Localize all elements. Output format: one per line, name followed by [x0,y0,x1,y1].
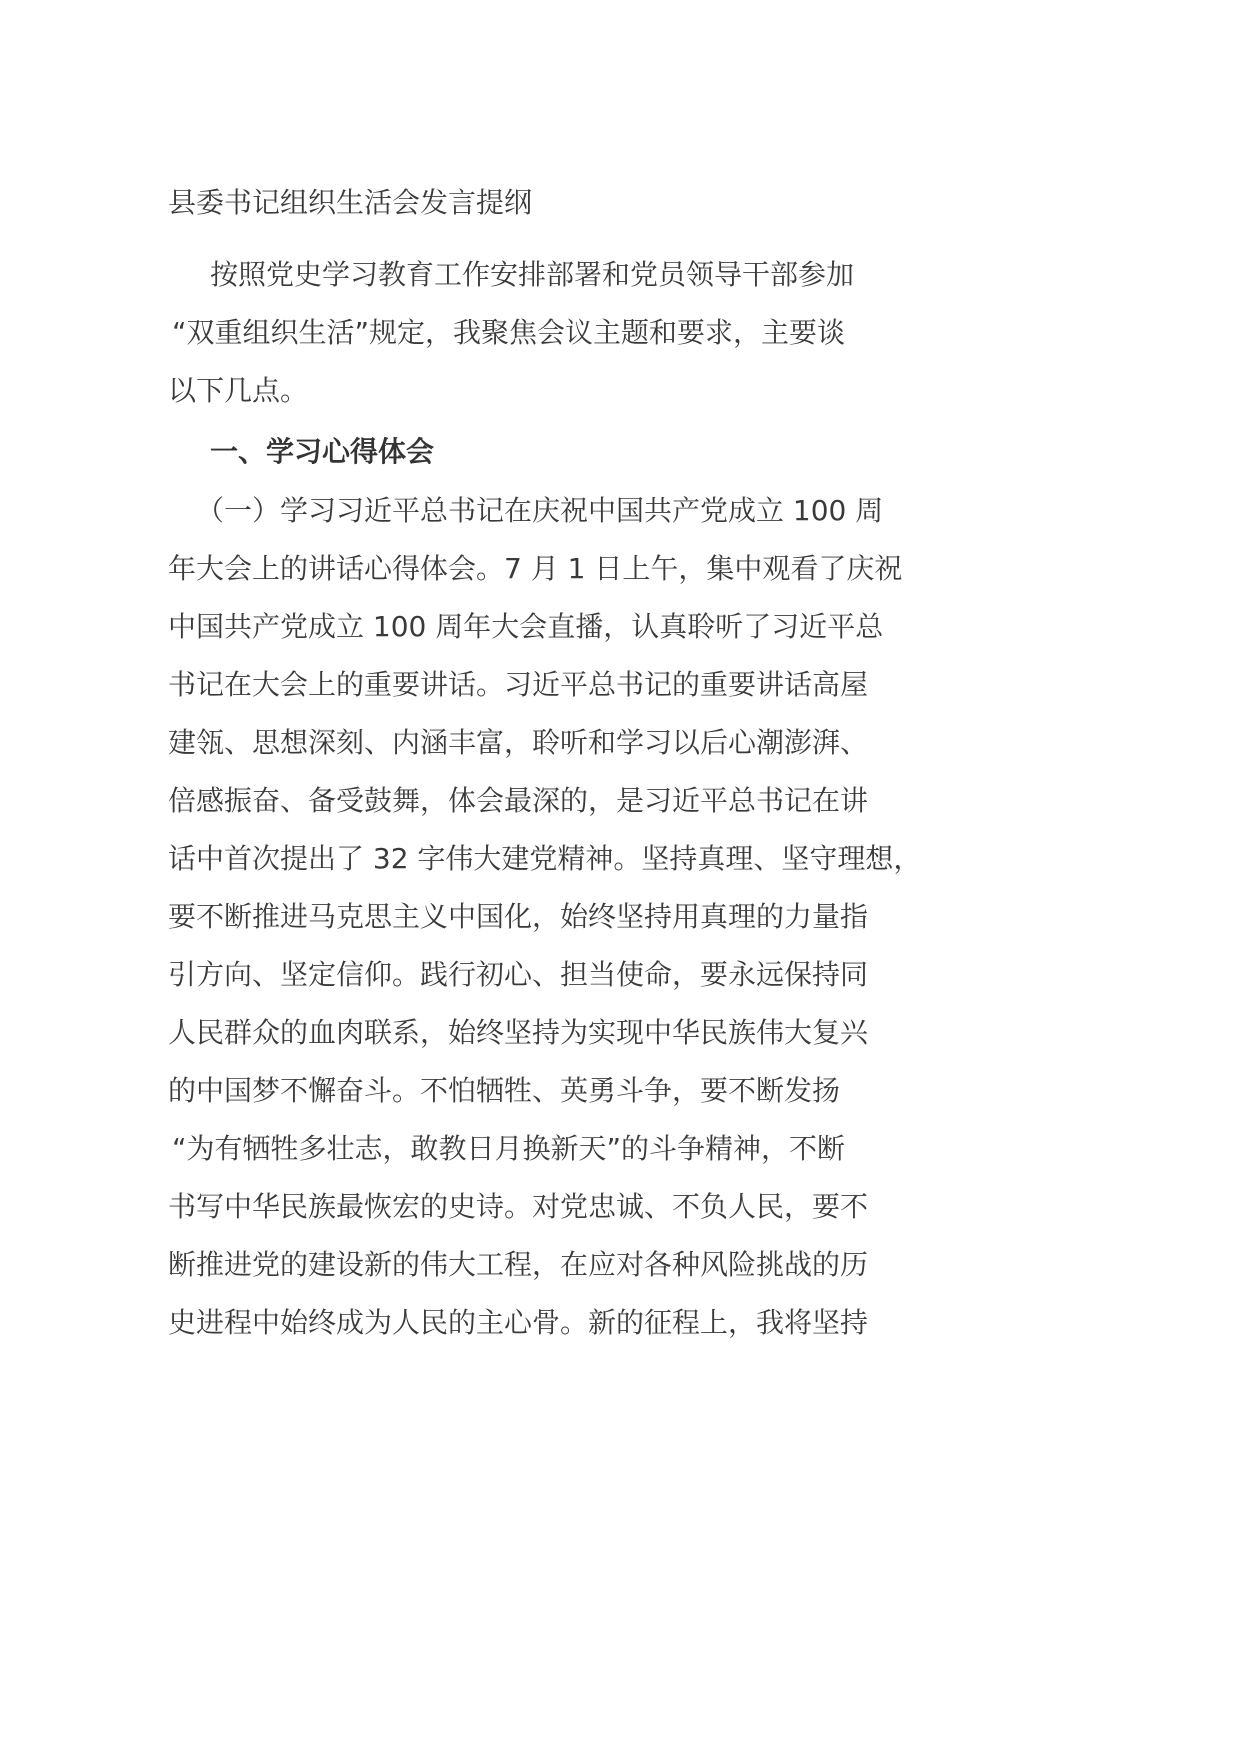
paragraph-line: 书记在大会上的重要讲话。习近平总书记的重要讲话高屋 [168,668,869,701]
section-heading: 一、学习心得体会 [182,435,435,468]
paragraph-line: 年大会上的讲话心得体会。7 月 1 日上午，集中观看了庆祝 [168,552,903,585]
paragraph-line: “为有牺牲多壮志，敢教日月换新天”的斗争精神，不断 [172,1132,846,1165]
paragraph-line: 话中首次提出了 32 字伟大建党精神。坚持真理、坚守理想， [168,842,922,875]
paragraph-line: （一）学习习近平总书记在庆祝中国共产党成立 100 周 [182,494,884,527]
paragraph-line: 倍感振奋、备受鼓舞，体会最深的，是习近平总书记在讲 [168,784,869,817]
paragraph-line: 要不断推进马克思主义中国化，始终坚持用真理的力量指 [168,900,869,933]
paragraph-line: 以下几点。 [168,374,309,407]
paragraph-line: 按照党史学习教育工作安排部署和党员领导干部参加 [182,258,855,291]
paragraph-line: 书写中华民族最恢宏的史诗。对党忠诚、不负人民，要不 [168,1190,869,1223]
document-title: 县委书记组织生活会发言提纲 [168,186,533,219]
paragraph-line: 断推进党的建设新的伟大工程，在应对各种风险挑战的历 [168,1248,869,1281]
paragraph-line: 建瓴、思想深刻、内涵丰富，聆听和学习以后心潮澎湃、 [168,726,869,759]
paragraph-line: 史进程中始终成为人民的主心骨。新的征程上，我将坚持 [168,1306,869,1339]
paragraph-line: 的中国梦不懈奋斗。不怕牺牲、英勇斗争，要不断发扬 [168,1074,841,1107]
paragraph-line: 引方向、坚定信仰。践行初心、担当使命，要永远保持同 [168,958,869,991]
paragraph-line: 人民群众的血肉联系，始终坚持为实现中华民族伟大复兴 [168,1016,869,1049]
paragraph-line: 中国共产党成立 100 周年大会直播，认真聆听了习近平总 [168,610,884,643]
paragraph-line: “双重组织生活”规定，我聚焦会议主题和要求，主要谈 [172,316,846,349]
